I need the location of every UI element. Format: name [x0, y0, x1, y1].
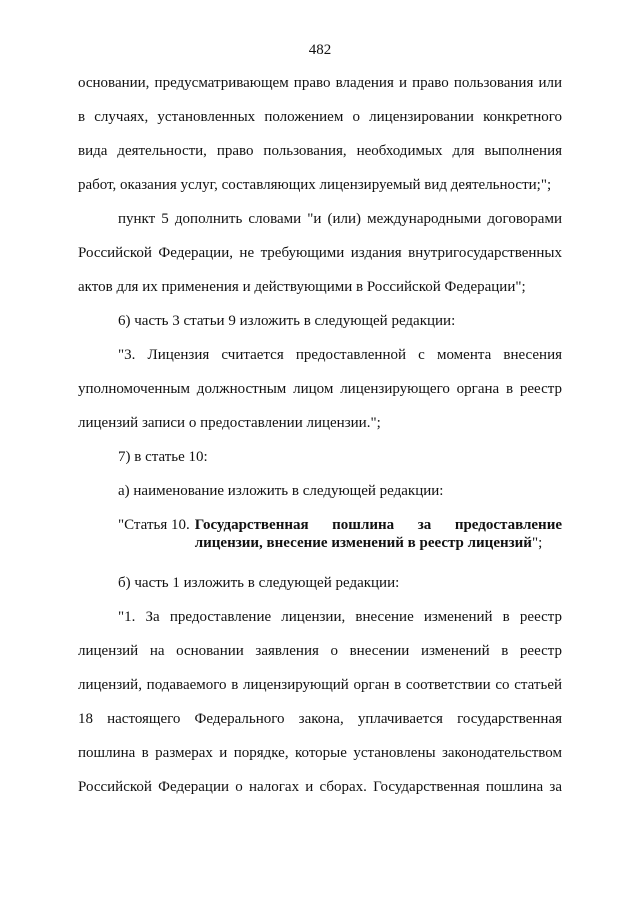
paragraph-first-line: а) наименование изложить в следующей редакции:	[118, 483, 444, 499]
spacer	[78, 552, 562, 566]
text-line: лицензий на основании заявления о внесении изменений в реестр	[78, 643, 562, 659]
page-number: 482	[308, 42, 332, 58]
text-line: основании, предусматривающем право владения и право пользования или	[78, 75, 562, 91]
article-heading-title	[195, 516, 562, 552]
paragraph-first-line: 6) часть 3 статьи 9 изложить в следующей редакции:	[118, 313, 456, 329]
text-line: пошлина в размерах и порядке, которые установлены законодательством	[78, 745, 562, 761]
text-line: Российской Федерации о налогах и сборах. Государственная пошлина за	[78, 779, 562, 795]
document-body	[78, 66, 562, 804]
article-title-line: Государственная пошлина за предоставление	[194, 517, 562, 533]
text-line: Российской Федерации, не требующими издания внутригосударственных	[78, 245, 562, 261]
paragraph-first-line: пункт 5 дополнить словами "и (или) международными договорами	[118, 211, 562, 227]
text-line: уполномоченным должностным лицом лицензирующего органа в реестр	[78, 381, 562, 397]
paragraph-first-line: "1. За предоставление лицензии, внесение изменений в реестр	[118, 609, 562, 625]
paragraph-first-line: 7) в статье 10:	[118, 449, 208, 465]
text-line: работ, оказания услуг, составляющих лицензируемый вид деятельности;";	[78, 177, 552, 193]
text-line: лицензий записи о предоставлении лицензии.";	[78, 415, 381, 431]
article-heading-closing: ";	[531, 535, 543, 551]
article-heading	[78, 516, 562, 552]
text-line: 18 настоящего Федерального закона, уплачивается государственная	[78, 711, 562, 727]
paragraph-first-line: б) часть 1 изложить в следующей редакции:	[118, 575, 400, 591]
article-heading-prefix: "Статья 10.	[118, 517, 190, 533]
text-line: вида деятельности, право пользования, необходимых для выполнения	[78, 143, 562, 159]
article-title-line-text: лицензии, внесение изменений в реестр лицензий	[194, 535, 532, 551]
paragraph-first-line: "3. Лицензия считается предоставленной с момента внесения	[118, 347, 562, 363]
text-line: в случаях, установленных положением о лицензировании конкретного	[78, 109, 562, 125]
text-line: лицензий, подаваемого в лицензирующий орган в соответствии со статьей	[78, 677, 562, 693]
text-line: актов для их применения и действующими в Российской Федерации";	[78, 279, 526, 295]
article-title-line-2	[195, 534, 562, 552]
